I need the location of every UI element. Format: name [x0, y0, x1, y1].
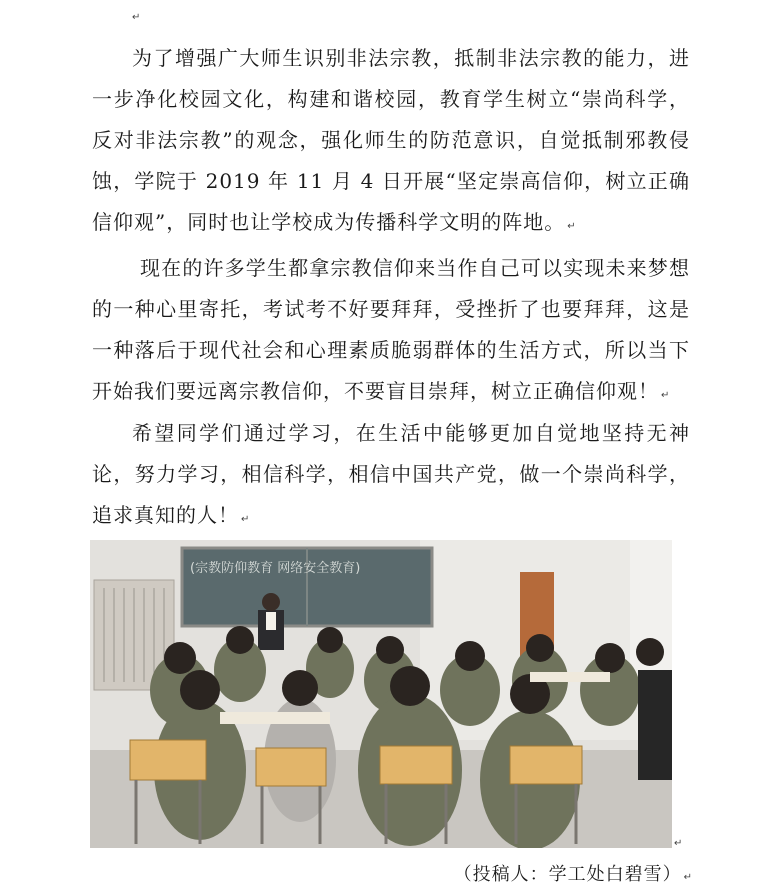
- paragraph-mark: ↵: [567, 221, 577, 232]
- paragraph-mark: ↵: [132, 12, 141, 23]
- paragraph-3-text: 希望同学们通过学习，在生活中能够更加自觉地坚持无神论，努力学习，相信科学，相信中国共产党，做一个崇尚科学，追求真知的人！: [92, 421, 690, 527]
- paragraph-2: [92, 248, 690, 416]
- paragraph-2-text: 现在的许多学生都拿宗教信仰来当作自己可以实现未来梦想的一种心里寄托，考试考不好要拜拜，受挫折了也要拜拜，这是一种落后于现代社会和心理素质脆弱群体的生活方式，所以当下开始我们要远离宗教信仰，不要盲目崇拜，树立正确信仰观！: [92, 256, 690, 403]
- paragraph-1-text: 为了增强广大师生识别非法宗教，抵制非法宗教的能力，进一步净化校园文化，构建和谐校园，教育学生树立“崇尚科学，反对非法宗教”的观念，强化师生的防范意识，自觉抵制邪教侵蚀，学院于 2019 年 11 月 4 日开展“坚定崇高信仰，树立正确信仰观”，同时也让学校成为传播科学文明的阵地。: [92, 46, 690, 234]
- classroom-photo: [90, 540, 672, 848]
- paragraph-mark: ↵: [661, 390, 671, 401]
- blackboard-text: (宗教防仰教育 网络安全教育): [190, 561, 361, 576]
- paragraph-1: [92, 38, 690, 247]
- paragraph-mark: ↵: [674, 838, 683, 849]
- paragraph-mark: ↵: [683, 872, 693, 883]
- author-credit-text: （投稿人：学工处白碧雪）: [453, 864, 682, 885]
- author-credit: [454, 860, 693, 886]
- paragraph-mark: ↵: [241, 514, 251, 525]
- classroom-photo-image: [90, 540, 672, 848]
- paragraph-3: [92, 413, 690, 540]
